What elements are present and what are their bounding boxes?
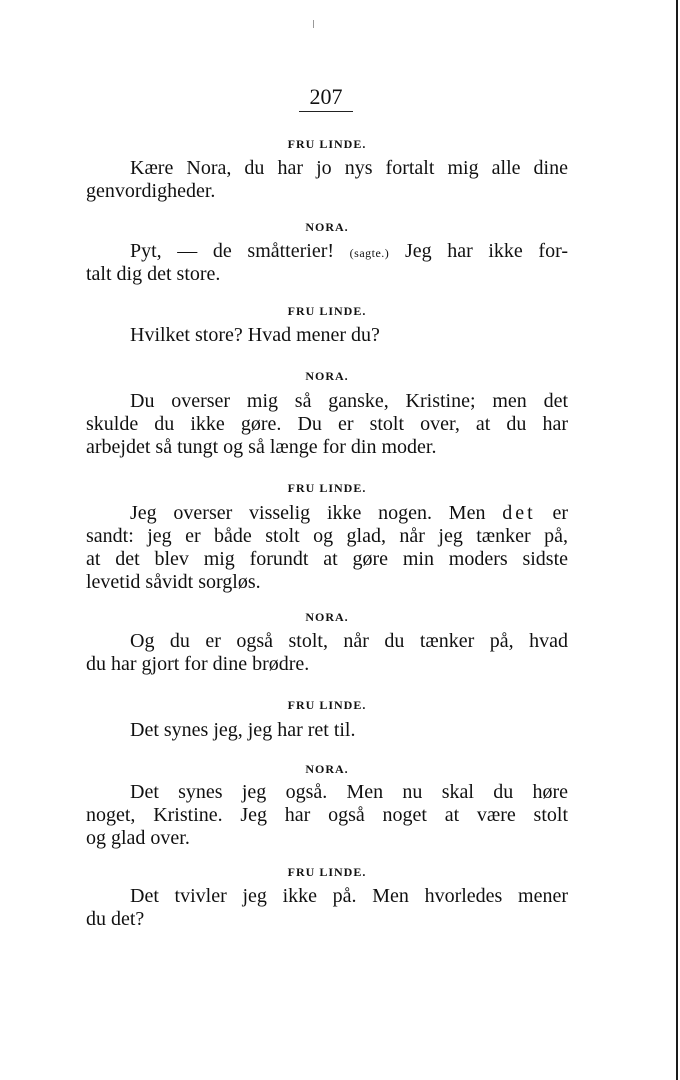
speaker-heading: FRU LINDE. (287, 137, 367, 151)
speech-line: at det blev mig forundt at gøre min moders sidste (86, 548, 568, 570)
speech-line: noget, Kristine. Jeg har også noget at være stolt (86, 804, 568, 826)
page-number: 207 (309, 84, 343, 109)
emphasized-word: det (502, 502, 536, 524)
speech-line: Hvilket store? Hvad mener du? (130, 324, 380, 346)
speech-text: Jeg har ikke for- (404, 240, 568, 262)
speech-line: Det synes jeg også. Men nu skal du høre (130, 781, 568, 803)
speech (86, 885, 568, 931)
speech (86, 157, 568, 203)
speaker-heading: NORA. (305, 369, 349, 383)
speech-line: Kære Nora, du har jo nys fortalt mig alle dine (130, 157, 568, 179)
speech (86, 502, 568, 594)
speech-line: du har gjort for dine brødre. (86, 653, 310, 675)
stage-direction: (sagte.) (349, 246, 390, 260)
speaker-heading: FRU LINDE. (287, 304, 367, 318)
speaker-heading: NORA. (305, 610, 349, 624)
speech (86, 390, 568, 459)
speaker-heading: FRU LINDE. (287, 698, 367, 712)
speech-line: sandt: jeg er både stolt og glad, når jeg tænker på, (86, 525, 568, 547)
speech (86, 240, 568, 286)
speech-line: levetid såvidt sorgløs. (86, 571, 261, 593)
speaker-heading: NORA. (305, 220, 349, 234)
speech (86, 719, 568, 742)
speech-line: arbejdet så tungt og så længe for din moder. (86, 436, 437, 458)
speaker-heading: FRU LINDE. (287, 481, 367, 495)
page-number-rule (299, 111, 353, 112)
speech-line: Det synes jeg, jeg har ret til. (130, 719, 356, 741)
speech-line: og glad over. (86, 827, 190, 849)
speech-line: skulde du ikke gøre. Du er stolt over, at du har (86, 413, 568, 435)
speech-text: Jeg overser visselig ikke nogen. Men (130, 502, 486, 524)
speech-line (86, 240, 568, 263)
speech-text: er (552, 502, 569, 524)
speech-line: Det tvivler jeg ikke på. Men hvorledes mener (130, 885, 568, 907)
speech-line: genvordigheder. (86, 180, 216, 202)
speech (86, 324, 568, 347)
speech-line: du det? (86, 908, 145, 930)
speech-line: Du overser mig så ganske, Kristine; men det (130, 390, 568, 412)
speech (86, 630, 568, 676)
speech-line: Og du er også stolt, når du tænker på, hvad (130, 630, 568, 652)
speech (86, 781, 568, 850)
speaker-heading: FRU LINDE. (287, 865, 367, 879)
speech-line: talt dig det store. (86, 263, 221, 285)
speaker-heading: NORA. (305, 762, 349, 776)
page-edge (676, 0, 678, 1080)
speech-line (86, 502, 568, 525)
page-mark (313, 20, 314, 28)
speech-text: Pyt, — de småtterier! (130, 240, 335, 262)
